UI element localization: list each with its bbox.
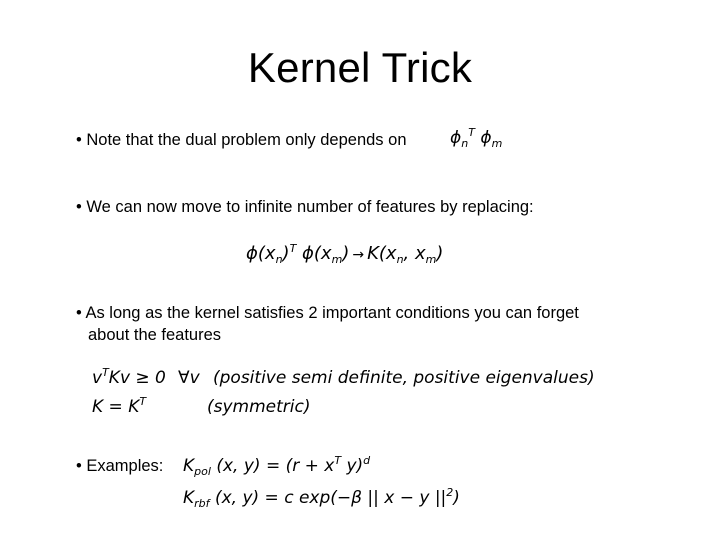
bullet-kernel-conditions-line2: about the features [88,326,222,344]
psd-inequality: Kv ≥ 0 [108,368,166,388]
paren-close: ) [282,243,290,264]
superscript-T: T [334,454,342,467]
paren-close-2: ) [342,243,350,264]
phi-symbol-2: ϕ [480,128,492,148]
formula-psd [92,367,166,389]
phi-xm-text: ϕ(x [296,243,332,264]
formula-polynomial-kernel [183,455,370,477]
formula-phi-n-T-phi-m [450,127,502,149]
pol-args: (x, y) = (r + x [216,456,335,476]
symmetric-note: (symmetric) [207,397,311,417]
subscript-rbf: rbf [194,497,210,510]
superscript-T: T [468,126,475,139]
bullet-dual-problem: • Note that the dual problem only depends on [76,131,407,149]
subscript-m-2: m [425,253,437,266]
superscript-d: d [363,454,371,467]
v-symbol: v [92,368,103,388]
rbf-close: ) [453,488,460,508]
comma-x: , x [403,243,426,264]
pol-y: y) [341,456,364,476]
phi-xn-text: ϕ(x [246,243,276,264]
subscript-m: m [331,253,343,266]
subscript-pol: pol [194,465,211,478]
bullet-infinite-features: • We can now move to infinite number of features by replacing: [76,198,534,216]
subscript-m: m [491,137,503,150]
k-symbol: K [183,456,195,476]
formula-kernel-replacement [246,243,443,266]
forall-v: ∀v [178,368,200,388]
formula-symmetric [92,396,146,418]
superscript-T: T [139,395,147,408]
superscript-T: T [102,366,109,379]
paren-close-3: ) [436,243,444,264]
phi-symbol: ϕ [450,128,462,148]
subscript-n-2: n [396,253,404,266]
kernel-text: K(x [367,243,397,264]
subscript-n: n [461,137,469,150]
superscript-2: 2 [446,486,454,499]
k-symbol: K [183,488,195,508]
psd-note: (positive semi definite, positive eigenvalues) [213,368,595,388]
rbf-args: (x, y) = c exp(−β || x − y || [214,488,447,508]
superscript-T: T [289,242,297,255]
bullet-examples: • Examples: [76,457,164,475]
slide-title: Kernel Trick [247,44,473,91]
k-equals-kt: K = K [92,397,140,417]
bullet-kernel-conditions-line1: • As long as the kernel satisfies 2 important conditions you can forget [76,304,579,322]
right-arrow-icon: → [352,247,365,263]
formula-rbf-kernel [183,487,460,509]
subscript-n: n [275,253,283,266]
